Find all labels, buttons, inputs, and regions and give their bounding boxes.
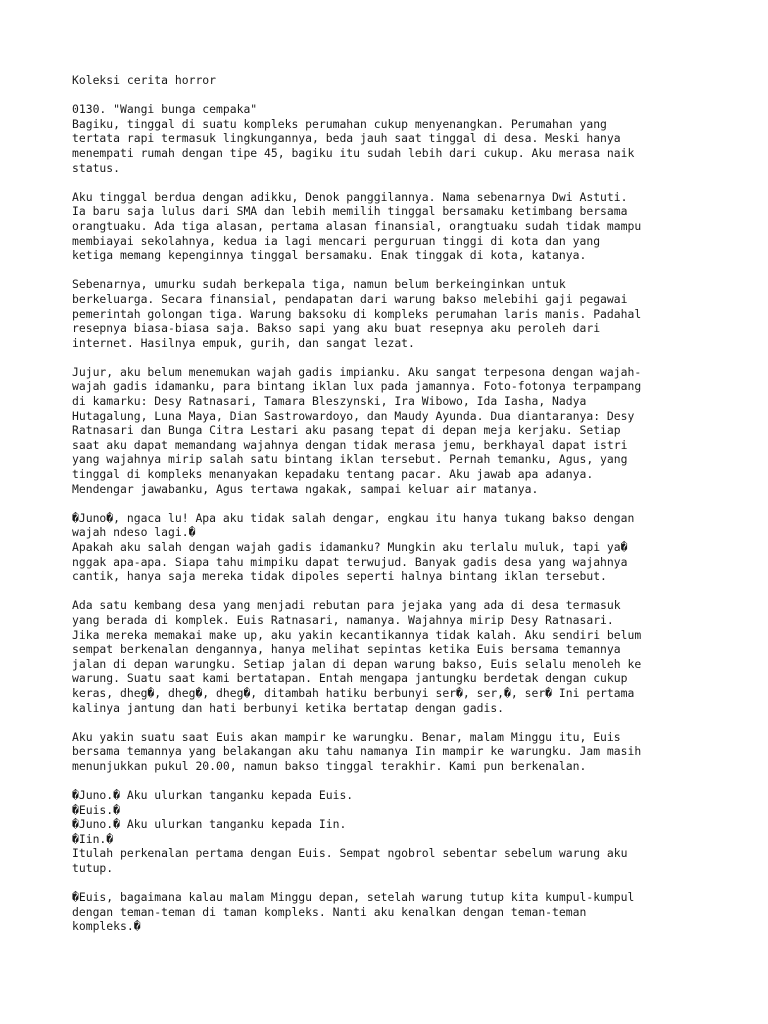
paragraph bbox=[72, 511, 722, 584]
text-line: yang wajahnya mirip salah satu bintang iklan tersebut. Pernah temanku, Agus, yang bbox=[72, 452, 628, 467]
text-line: status. bbox=[72, 160, 121, 175]
text-line: Aku yakin suatu saat Euis akan mampir ke warungku. Benar, malam Minggu itu, Euis bbox=[72, 729, 621, 744]
text-line: orangtuaku. Ada tiga alasan, pertama alasan finansial, orangtuaku sudah tidak mampu bbox=[72, 218, 642, 233]
spacer bbox=[72, 350, 722, 365]
text-line: wajah ndeso lagi.� bbox=[72, 525, 196, 540]
text-line: wajah gadis idamanku, para bintang iklan lux pada jamannya. Foto-fotonya terpampang bbox=[72, 379, 642, 394]
paragraph bbox=[72, 730, 722, 774]
text-line: tinggal di kompleks menanyakan kepadaku tentang pacar. Aku jawab apa adanya. bbox=[72, 467, 594, 482]
spacer bbox=[72, 175, 722, 190]
text-line: internet. Hasilnya empuk, gurih, dan sangat lezat. bbox=[72, 335, 415, 350]
text-line: yang berada di komplek. Euis Ratnasari, namanya. Wajahnya mirip Desy Ratnasari. bbox=[72, 612, 614, 627]
text-line: di kamarku: Desy Ratnasari, Tamara Bleszynski, Ira Wibowo, Ida Iasha, Nadya bbox=[72, 394, 587, 409]
text-line: Ia baru saja lulus dari SMA dan lebih memilih tinggal bersamaku ketimbang bersama bbox=[72, 204, 628, 219]
spacer bbox=[72, 584, 722, 599]
spacer bbox=[72, 88, 722, 103]
paragraph bbox=[72, 190, 722, 263]
text-line: kompleks.� bbox=[72, 919, 141, 934]
text-line: �Juno.� Aku ulurkan tanganku kepada Euis. bbox=[72, 788, 354, 803]
text-line: ketiga memang kepenginnya tinggal bersamaku. Enak tinggak di kota, katanya. bbox=[72, 248, 587, 263]
spacer bbox=[72, 715, 722, 730]
text-line: Hutagalung, Luna Maya, Dian Sastrowardoyo, dan Maudy Ayunda. Dua diantaranya: Desy bbox=[72, 408, 635, 423]
text-line: keras, dheg�, dheg�, dheg�, ditambah hatiku berbunyi ser�, ser,�, ser� Ini pertama bbox=[72, 685, 635, 700]
text-line: cantik, hanya saja mereka tidak dipoles seperti halnya bintang iklan tersebut. bbox=[72, 569, 607, 584]
text-line: nggak apa-apa. Siapa tahu mimpiku dapat terwujud. Banyak gadis desa yang wajahnya bbox=[72, 554, 628, 569]
text-line: menempati rumah dengan tipe 45, bagiku itu sudah lebih dari cukup. Aku merasa naik bbox=[72, 145, 635, 160]
text-line: Mendengar jawabanku, Agus tertawa ngakak, sampai keluar air matanya. bbox=[72, 481, 539, 496]
document-page bbox=[72, 73, 722, 934]
text-line: Jujur, aku belum menemukan wajah gadis impianku. Aku sangat terpesona dengan wajah- bbox=[72, 364, 642, 379]
text-line: membiayai sekolahnya, kedua ia lagi mencari perguruan tinggi di kota dan yang bbox=[72, 233, 601, 248]
text-line: warung. Suatu saat kami bertatapan. Entah mengapa jantungku berdetak dengan cukup bbox=[72, 671, 628, 686]
spacer bbox=[72, 774, 722, 789]
document-heading: Koleksi cerita horror bbox=[72, 73, 217, 87]
text-line: �Juno.� Aku ulurkan tanganku kepada Iin. bbox=[72, 817, 347, 832]
text-line: Itulah perkenalan pertama dengan Euis. Sempat ngobrol sebentar sebelum warung aku bbox=[72, 846, 628, 861]
spacer bbox=[72, 496, 722, 511]
paragraph bbox=[72, 365, 722, 496]
text-line: tutup. bbox=[72, 861, 114, 876]
paragraph bbox=[72, 277, 722, 350]
text-line: resepnya biasa-biasa saja. Bakso sapi yang aku buat resepnya aku peroleh dari bbox=[72, 321, 601, 336]
text-line: bersama temannya yang belakangan aku tahu namanya Iin mampir ke warungku. Jam masih bbox=[72, 744, 642, 759]
text-line: �Euis.� bbox=[72, 802, 121, 817]
text-line: berkeluarga. Secara finansial, pendapatan dari warung bakso melebihi gaji pegawai bbox=[72, 291, 628, 306]
paragraph bbox=[72, 788, 722, 876]
text-line: dengan teman-teman di taman kompleks. Nanti aku kenalkan dengan teman-teman bbox=[72, 904, 587, 919]
story-title: 0130. "Wangi bunga cempaka" bbox=[72, 102, 258, 117]
text-line: Sebenarnya, umurku sudah berkepala tiga, namun belum berkeinginkan untuk bbox=[72, 277, 566, 292]
text-line: Jika mereka memakai make up, aku yakin kecantikannya tidak kalah. Aku sendiri belum bbox=[72, 627, 642, 642]
text-line: tertata rapi termasuk lingkungannya, beda jauh saat tinggal di desa. Meski hanya bbox=[72, 131, 621, 146]
text-line: Aku tinggal berdua dengan adikku, Denok panggilannya. Nama sebenarnya Dwi Astuti. bbox=[72, 189, 628, 204]
paragraph bbox=[72, 117, 722, 175]
paragraph bbox=[72, 890, 722, 934]
text-line: sempat berkenalan dengannya, hanya melihat sepintas ketika Euis bersama temannya bbox=[72, 642, 621, 657]
text-line: Ratnasari dan Bunga Citra Lestari aku pasang tepat di depan meja kerjaku. Setiap bbox=[72, 423, 621, 438]
text-line: Apakah aku salah dengan wajah gadis idamanku? Mungkin aku terlalu muluk, tapi ya� bbox=[72, 540, 628, 554]
spacer bbox=[72, 876, 722, 891]
text-line: Bagiku, tinggal di suatu kompleks perumahan cukup menyenangkan. Perumahan yang bbox=[72, 116, 607, 131]
text-line: saat aku dapat memandang wajahnya dengan tidak merasa jemu, berkhayal dapat istri bbox=[72, 437, 628, 452]
text-line: Ada satu kembang desa yang menjadi rebutan para jejaka yang ada di desa termasuk bbox=[72, 598, 621, 613]
text-line: pemerintah golongan tiga. Warung baksoku di kompleks perumahan laris manis. Padahal bbox=[72, 306, 642, 321]
text-line: jalan di depan warungku. Setiap jalan di depan warung bakso, Euis selalu menoleh ke bbox=[72, 656, 642, 671]
text-line: �Euis, bagaimana kalau malam Minggu depan, setelah warung tutup kita kumpul-kumpul bbox=[72, 890, 635, 905]
paragraph bbox=[72, 598, 722, 715]
text-line: menunjukkan pukul 20.00, namun bakso tinggal terakhir. Kami pun berkenalan. bbox=[72, 758, 587, 773]
text-line: �Juno�, ngaca lu! Apa aku tidak salah dengar, engkau itu hanya tukang bakso dengan bbox=[72, 510, 635, 525]
text-line: �Iin.� bbox=[72, 831, 114, 846]
spacer bbox=[72, 263, 722, 278]
text-line: kalinya jantung dan hati berbunyi ketika bertatap dengan gadis. bbox=[72, 700, 505, 715]
